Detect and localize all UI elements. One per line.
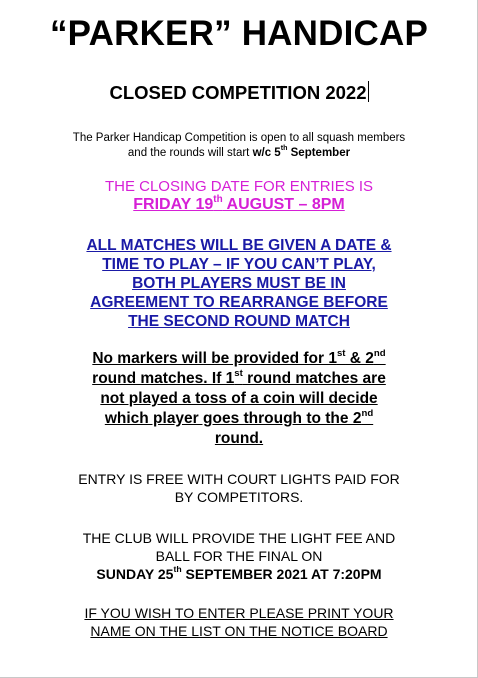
- markers-text: & 2: [345, 350, 374, 367]
- closing-date-day: FRIDAY 19: [133, 196, 214, 213]
- start-month: September: [287, 147, 351, 159]
- entry-fee-section: [0, 470, 478, 506]
- closing-date-suffix: th: [213, 193, 223, 205]
- ordinal-suffix: st: [336, 347, 346, 359]
- closing-date-rest: AUGUST – 8PM: [222, 196, 345, 213]
- ordinal-suffix: st: [234, 367, 243, 379]
- closing-date: [0, 193, 478, 214]
- page-title: “PARKER” HANDICAP: [49, 14, 429, 53]
- markers-line-3: not played a toss of a coin will decide: [100, 390, 378, 407]
- intro-text: and the rounds will start: [127, 147, 253, 159]
- markers-text: round matches are: [242, 370, 386, 387]
- closing-label: THE CLOSING DATE FOR ENTRIES IS: [104, 178, 374, 195]
- final-section: [0, 529, 478, 583]
- club-line-1: THE CLUB WILL PROVIDE THE LIGHT FEE AND: [82, 530, 396, 546]
- intro-paragraph: [0, 131, 478, 161]
- final-date-rest: SEPTEMBER 2021 AT 7:20PM: [181, 566, 382, 582]
- subtitle-text: CLOSED COMPETITION 2022: [109, 82, 367, 103]
- notice-line-1: IF YOU WISH TO ENTER PLEASE PRINT YOUR: [84, 605, 394, 621]
- start-week: w/c 5: [252, 147, 281, 159]
- final-date: [0, 565, 478, 583]
- markers-line-2: [30, 369, 448, 389]
- markers-text: No markers will be provided for 1: [92, 350, 337, 367]
- start-week-suffix: th: [280, 144, 288, 153]
- markers-line-1: [30, 349, 448, 369]
- matches-line-4: AGREEMENT TO REARRANGE BEFORE: [90, 294, 388, 311]
- matches-line-5: THE SECOND ROUND MATCH: [128, 313, 350, 330]
- markers-line-5: round.: [214, 430, 264, 447]
- matches-notice: [30, 236, 448, 331]
- intro-line-1: The Parker Handicap Competition is open to all squash members: [72, 132, 406, 144]
- closing-date-section: [0, 178, 478, 214]
- text-cursor: [368, 81, 369, 102]
- matches-line-3: BOTH PLAYERS MUST BE IN: [132, 275, 346, 292]
- ordinal-suffix: nd: [373, 347, 386, 359]
- matches-line-1: ALL MATCHES WILL BE GIVEN A DATE &: [86, 237, 392, 254]
- notice-board-instruction: [0, 604, 478, 640]
- competition-subtitle: [0, 81, 478, 104]
- markers-notice: [30, 349, 448, 449]
- notice-line-2: NAME ON THE LIST ON THE NOTICE BOARD: [90, 623, 388, 639]
- markers-text: which player goes through to the 2: [104, 410, 362, 427]
- entry-line-2: BY COMPETITORS.: [174, 489, 304, 505]
- matches-line-2: TIME TO PLAY – IF YOU CAN’T PLAY,: [102, 256, 376, 273]
- ordinal-suffix: nd: [361, 407, 374, 419]
- club-line-2: BALL FOR THE FINAL ON: [155, 548, 323, 564]
- entry-line-1: ENTRY IS FREE WITH COURT LIGHTS PAID FOR: [78, 471, 400, 487]
- final-date-day: SUNDAY 25: [96, 566, 174, 582]
- markers-line-4: [30, 409, 448, 429]
- markers-text: round matches. If 1: [92, 370, 235, 387]
- final-date-suffix: th: [173, 564, 182, 575]
- intro-line-2: [0, 146, 478, 161]
